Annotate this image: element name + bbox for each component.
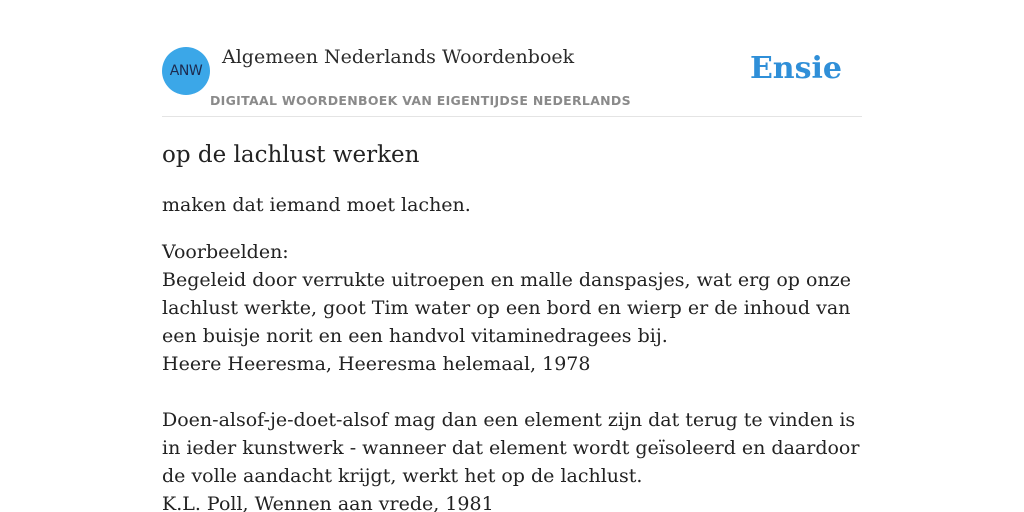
- examples-label: Voorbeelden:: [162, 241, 289, 263]
- entry-definition: maken dat iemand moet lachen.: [162, 194, 471, 216]
- example-text: Begeleid door verrukte uitroepen en malle danspasjes, wat erg op onze lachlust werkte, goot Tim water op een bord en wierp er de inhoud van een buisje norit en een handvol vitaminedragees bij.: [162, 269, 851, 347]
- example-item: [162, 406, 867, 512]
- logo-text: ANW: [169, 63, 203, 79]
- example-item: [162, 266, 867, 378]
- entry-title: op de lachlust werken: [162, 142, 420, 168]
- site-subtitle: DIGITAAL WOORDENBOEK VAN EIGENTIJDSE NEDERLANDS: [210, 93, 631, 108]
- example-source: K.L. Poll, Wennen aan vrede, 1981: [162, 493, 494, 512]
- entry-content: [162, 139, 867, 512]
- example-source: Heere Heeresma, Heeresma helemaal, 1978: [162, 353, 591, 375]
- site-header: [162, 0, 862, 117]
- example-text: Doen-alsof-je-doet-alsof mag dan een element zijn dat terug te vinden is in ieder kunstwerk - wanneer dat element wordt geïsoleerd en daardoor de volle aandacht krijgt, werkt het op de lachlust.: [162, 409, 860, 487]
- ensie-brand-link[interactable]: Ensie: [749, 51, 842, 86]
- site-title[interactable]: Algemeen Nederlands Woordenboek: [222, 46, 575, 68]
- anw-logo[interactable]: [162, 47, 210, 95]
